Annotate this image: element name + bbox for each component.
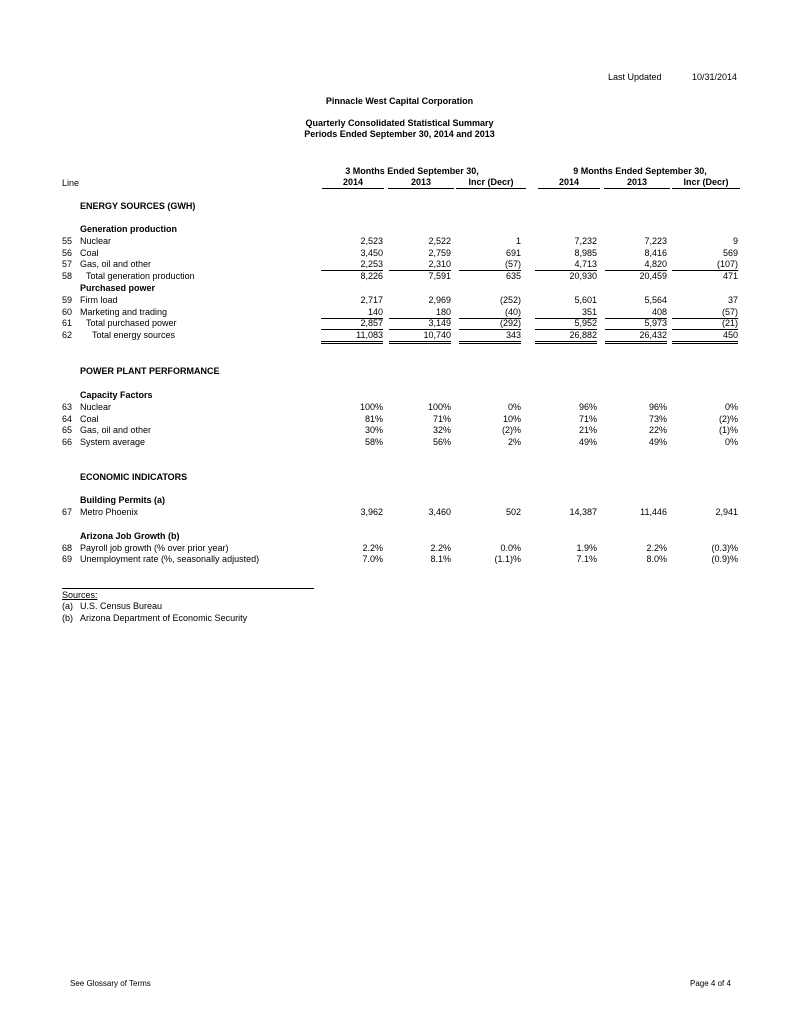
- row-value: 2%: [507, 437, 521, 447]
- row-value: 0%: [724, 437, 738, 447]
- row-label: Coal: [80, 248, 99, 258]
- row-label: Metro Phoenix: [80, 507, 139, 517]
- row-value: 71%: [578, 414, 597, 424]
- row-value: 7,591: [428, 271, 451, 281]
- col-header-3m-2014: 2014: [322, 177, 384, 189]
- row-value: 8,416: [644, 248, 667, 258]
- row-value: (1)%: [718, 425, 738, 435]
- row-value: 502: [505, 507, 521, 517]
- row-value: (292): [459, 318, 521, 330]
- row-value: (2)%: [718, 414, 738, 424]
- row-value: 3,450: [360, 248, 383, 258]
- row-value: 2,941: [715, 507, 738, 517]
- row-value: 3,962: [360, 507, 383, 517]
- row-value: 37: [727, 295, 738, 305]
- row-line-number: 59: [62, 295, 73, 305]
- row-line-number: 68: [62, 543, 73, 553]
- row-line-number: 61: [62, 318, 73, 328]
- row-value: 0.0%: [500, 543, 521, 553]
- row-value: 2.2%: [646, 543, 667, 553]
- row-value: 56%: [432, 437, 451, 447]
- row-line-number: 60: [62, 307, 73, 317]
- row-value: (57): [672, 307, 738, 319]
- row-value: 7,232: [574, 236, 597, 246]
- row-value: 4,713: [535, 259, 597, 271]
- row-value: 408: [605, 307, 667, 319]
- row-label: Total generation production: [86, 271, 195, 281]
- report-title: Quarterly Consolidated Statistical Summary: [305, 118, 494, 128]
- row-label: Nuclear: [80, 236, 112, 246]
- row-value: 11,446: [640, 507, 667, 517]
- row-value: 2,310: [389, 259, 451, 271]
- source-text-b: Arizona Department of Economic Security: [80, 613, 248, 623]
- row-value: 26,882: [535, 330, 597, 344]
- last-updated-date: 10/31/2014: [692, 72, 738, 82]
- subsection-building-permits: Building Permits (a): [80, 495, 166, 505]
- row-value: (0.9)%: [711, 554, 738, 564]
- row-value: 49%: [578, 437, 597, 447]
- row-value: 5,952: [535, 318, 597, 330]
- row-value: 26,432: [605, 330, 667, 344]
- row-label: Marketing and trading: [80, 307, 168, 317]
- row-value: 71%: [432, 414, 451, 424]
- row-value: 30%: [364, 425, 383, 435]
- subsection-purchased-power: Purchased power: [80, 283, 156, 293]
- row-value: 691: [505, 248, 521, 258]
- row-label: Coal: [80, 414, 99, 424]
- row-line-number: 63: [62, 402, 73, 412]
- periods-title: Periods Ended September 30, 2014 and 2013: [304, 129, 495, 139]
- row-label: Gas, oil and other: [80, 425, 152, 435]
- footer-page-number: Page 4 of 4: [690, 979, 731, 988]
- last-updated-label: Last Updated: [608, 72, 662, 82]
- row-label: Firm load: [80, 295, 118, 305]
- row-value: 4,820: [605, 259, 667, 271]
- row-value: 569: [722, 248, 738, 258]
- row-value: 0%: [724, 402, 738, 412]
- row-value: 81%: [364, 414, 383, 424]
- row-value: 21%: [578, 425, 597, 435]
- company-title: Pinnacle West Capital Corporation: [325, 96, 474, 106]
- row-value: 450: [672, 330, 738, 344]
- row-value: 22%: [648, 425, 667, 435]
- row-label: Unemployment rate (%, seasonally adjusted): [80, 554, 260, 564]
- row-value: 2,523: [360, 236, 383, 246]
- row-value: 32%: [432, 425, 451, 435]
- row-value: 1: [515, 236, 521, 246]
- row-value: 2,717: [360, 295, 383, 305]
- row-value: 7,223: [644, 236, 667, 246]
- row-line-number: 69: [62, 554, 73, 564]
- row-value: 20,459: [639, 271, 667, 281]
- sources-heading: Sources:: [62, 590, 98, 600]
- row-value: 8.1%: [430, 554, 451, 564]
- row-value: (2)%: [501, 425, 521, 435]
- source-mark-a: (a): [62, 601, 73, 611]
- col-header-3m-2013: 2013: [388, 177, 454, 189]
- row-value: (0.3)%: [711, 543, 738, 553]
- col-header-3m-incr: Incr (Decr): [456, 177, 526, 189]
- row-line-number: 66: [62, 437, 73, 447]
- row-value: 2,857: [321, 318, 383, 330]
- row-value: 8,226: [360, 271, 383, 281]
- row-value: 2,522: [428, 236, 451, 246]
- row-line-number: 57: [62, 259, 73, 269]
- row-value: 10,740: [389, 330, 451, 344]
- section-energy-sources: ENERGY SOURCES (GWH): [80, 201, 196, 211]
- row-value: 73%: [648, 414, 667, 424]
- row-line-number: 58: [62, 271, 73, 281]
- row-value: 1.9%: [576, 543, 597, 553]
- row-value: 635: [505, 271, 521, 281]
- row-value: 2.2%: [362, 543, 383, 553]
- row-value: 100%: [427, 402, 451, 412]
- row-value: 5,973: [605, 318, 667, 330]
- row-label: Total purchased power: [86, 318, 177, 328]
- section-power-plant-performance: POWER PLANT PERFORMANCE: [80, 366, 220, 376]
- source-mark-b: (b): [62, 613, 73, 623]
- row-value: 58%: [364, 437, 383, 447]
- row-value: 180: [389, 307, 451, 319]
- row-value: 351: [535, 307, 597, 319]
- row-value: (252): [499, 295, 521, 305]
- group-header-3-months: 3 Months Ended September 30,: [345, 166, 479, 176]
- row-value: 3,460: [428, 507, 451, 517]
- row-value: 5,601: [574, 295, 597, 305]
- row-value: 2,969: [428, 295, 451, 305]
- row-value: 5,564: [644, 295, 667, 305]
- row-line-number: 62: [62, 330, 73, 340]
- row-value: 8,985: [574, 248, 597, 258]
- row-value: 96%: [648, 402, 667, 412]
- row-label: Gas, oil and other: [80, 259, 152, 269]
- row-value: 2,253: [321, 259, 383, 271]
- row-value: 7.1%: [576, 554, 597, 564]
- col-header-9m-incr: Incr (Decr): [672, 177, 740, 189]
- source-text-a: U.S. Census Bureau: [80, 601, 163, 611]
- row-value: (40): [459, 307, 521, 319]
- line-header: Line: [62, 178, 80, 188]
- row-line-number: 56: [62, 248, 73, 258]
- row-value: 140: [321, 307, 383, 319]
- row-value: 11,083: [321, 330, 383, 344]
- subsection-capacity-factors: Capacity Factors: [80, 390, 153, 400]
- row-value: 3,149: [389, 318, 451, 330]
- col-header-9m-2013: 2013: [604, 177, 670, 189]
- row-value: 2,759: [428, 248, 451, 258]
- row-value: 2.2%: [430, 543, 451, 553]
- sources-divider: [62, 588, 314, 589]
- row-value: (57): [459, 259, 521, 271]
- row-value: 49%: [648, 437, 667, 447]
- row-line-number: 64: [62, 414, 73, 424]
- row-line-number: 67: [62, 507, 73, 517]
- row-value: 20,930: [569, 271, 597, 281]
- row-value: 343: [459, 330, 521, 344]
- footer-glossary-note: See Glossary of Terms: [70, 979, 151, 988]
- row-value: 96%: [578, 402, 597, 412]
- row-value: 471: [722, 271, 738, 281]
- row-value: 100%: [359, 402, 383, 412]
- row-label: Payroll job growth (% over prior year): [80, 543, 229, 553]
- row-line-number: 55: [62, 236, 73, 246]
- row-line-number: 65: [62, 425, 73, 435]
- row-value: 7.0%: [362, 554, 383, 564]
- row-value: 0%: [507, 402, 521, 412]
- row-label: Nuclear: [80, 402, 112, 412]
- row-label: Total energy sources: [92, 330, 176, 340]
- row-label: System average: [80, 437, 146, 447]
- col-header-9m-2014: 2014: [538, 177, 600, 189]
- group-header-9-months: 9 Months Ended September 30,: [573, 166, 707, 176]
- row-value: (21): [672, 318, 738, 330]
- subsection-arizona-job-growth: Arizona Job Growth (b): [80, 531, 180, 541]
- section-economic-indicators: ECONOMIC INDICATORS: [80, 472, 188, 482]
- row-value: 14,387: [569, 507, 597, 517]
- row-value: (107): [672, 259, 738, 271]
- row-value: (1.1)%: [494, 554, 521, 564]
- subsection-generation-production: Generation production: [80, 224, 178, 234]
- row-value: 8.0%: [646, 554, 667, 564]
- row-value: 10%: [502, 414, 521, 424]
- row-value: 9: [732, 236, 738, 246]
